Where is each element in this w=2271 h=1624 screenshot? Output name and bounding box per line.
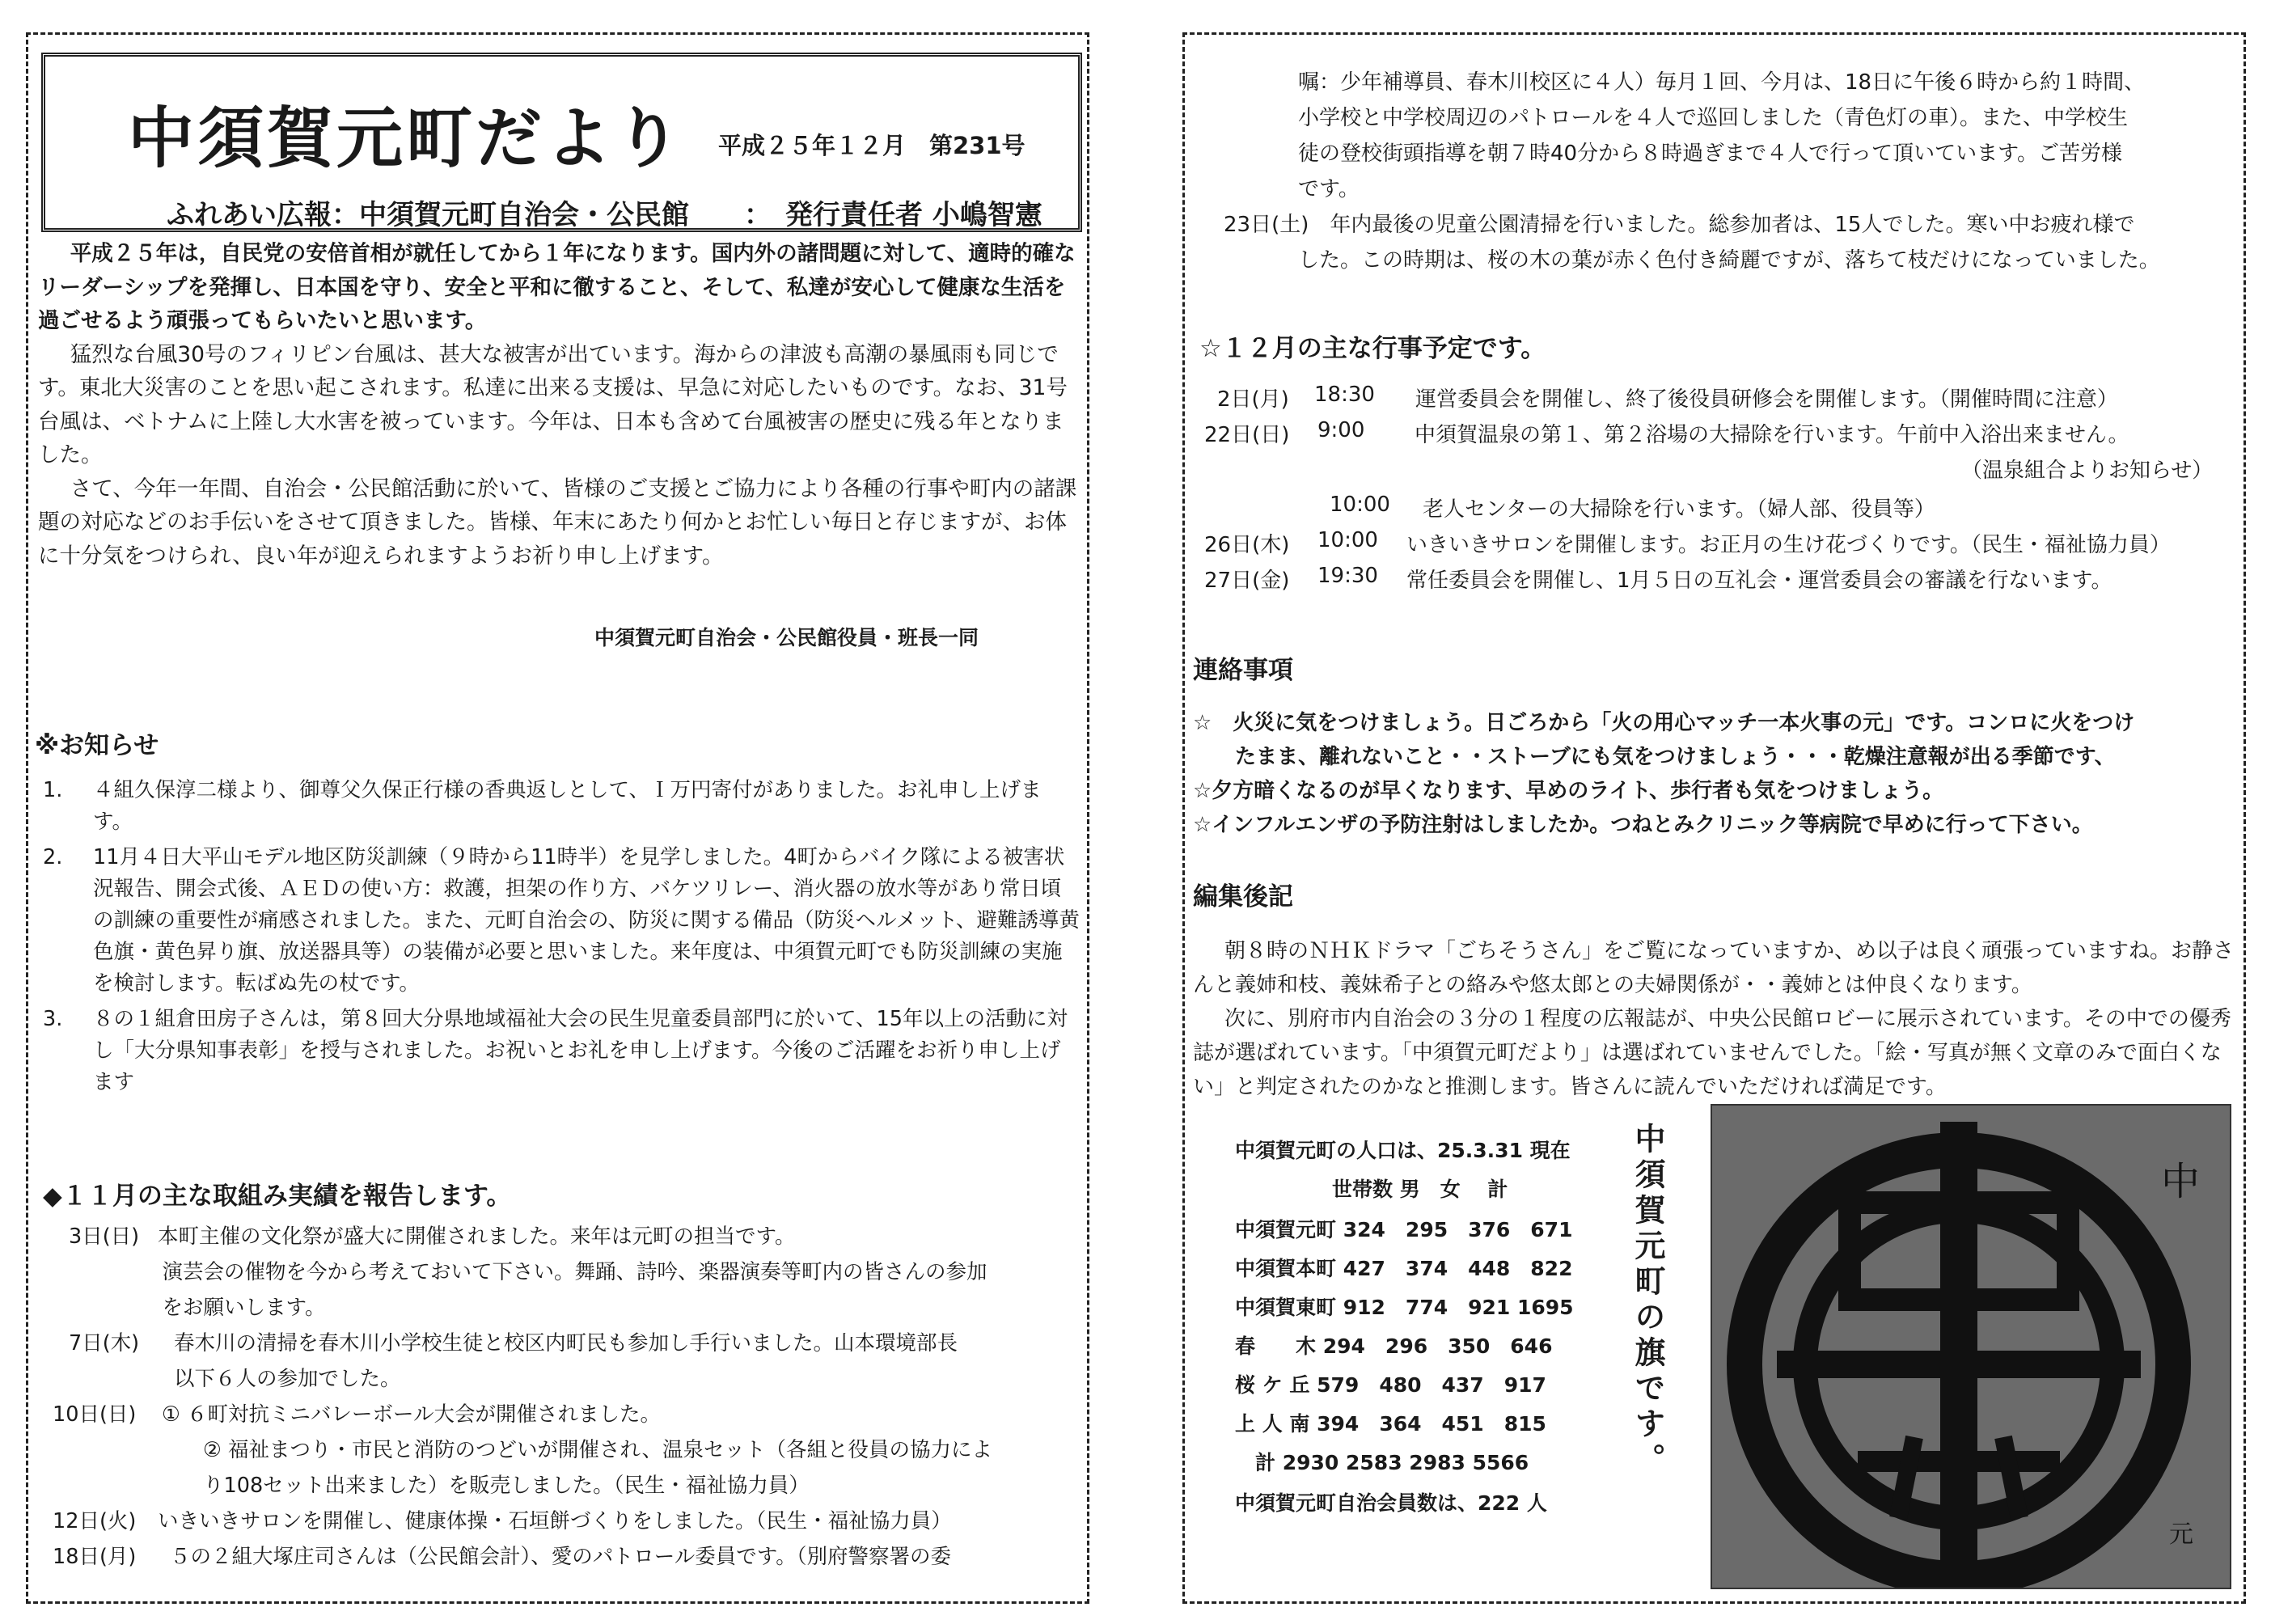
schedule-date: 22日(日) [1204, 423, 1290, 447]
schedule-time: 19:30 [1317, 564, 1378, 588]
activity-text: 以下６人の参加でした。 [174, 1367, 401, 1391]
postscript-paragraph-1: 朝８時のＮＨＫドラマ「ごちそうさん」をご覧になっていますか、め以子は良く頑張っていますね。お静さんと義姉和枝、義妹希子との絡みや悠太郎との夫婦関係が・・義姉とは仲良くなります。 [1193, 939, 2235, 997]
continued-line: です。 [1298, 177, 1360, 201]
activity-date: 10日(日) [53, 1402, 137, 1427]
activity-row [28, 1327, 1084, 1363]
town-emblem [1711, 1104, 2231, 1589]
population-values: 324 295 376 671 [1343, 1218, 1573, 1241]
population-area: 上 人 南 [1235, 1412, 1310, 1436]
emblem-icon [1712, 1106, 2230, 1588]
table-row [1235, 1330, 1552, 1360]
masthead-title: 中須賀元町だより [128, 100, 685, 177]
schedule-time: 18:30 [1314, 383, 1375, 407]
table-row [1235, 1253, 1572, 1282]
table-row [1235, 1408, 1546, 1437]
masthead-date-issue: 平成２５年１２月 第231号 [718, 132, 1026, 159]
list-item-number: 2. [43, 845, 63, 869]
population-values: 394 364 451 815 [1317, 1412, 1546, 1436]
intro-text [38, 237, 1081, 573]
left-page [26, 32, 1089, 1604]
schedule-date: 2日(月) [1217, 387, 1289, 412]
november-activities [28, 1220, 1084, 1576]
continued-line: した。この時期は、桜の木の葉が赤く色付き綺麗ですが、落ちて枝だけになっていました。 [1298, 248, 2160, 273]
population-values: 2930 2583 2983 5566 [1282, 1451, 1529, 1474]
notices-list [28, 775, 1080, 1102]
postscript-text [1193, 934, 2236, 1104]
activity-text: いきいきサロンを開催し、健康体操・石垣餅づくりをしました。（民生・福祉協力員） [158, 1509, 952, 1533]
activity-date: 3日(日) [69, 1224, 140, 1249]
masthead-box [41, 53, 1082, 232]
list-item-number: 3. [43, 1007, 63, 1031]
masthead-subtitle: ふれあい広報：中須賀元町自治会・公民館 ： 発行責任者 小嶋智憲 [167, 199, 1042, 231]
population-header: 世帯数 男 女 計 [1332, 1178, 1508, 1201]
continued-line: 嘱：少年補導員、春木川校区に４人）毎月１回、今月は、18日に午後６時から約１時間、 [1298, 70, 2146, 95]
contact-item: ☆ 火災に気をつけましょう。日ごろから「火の用心マッチ一本火事の元」です。コンロに火をつけ [1193, 711, 2135, 735]
november-heading: ◆１１月の主な取組み実績を報告します。 [43, 1182, 512, 1211]
population-values: 912 774 921 1695 [1343, 1296, 1574, 1319]
activity-text: をお願いします。 [142, 1296, 326, 1320]
list-item-number: 1. [43, 778, 63, 802]
december-heading: ☆１２月の主な行事予定です。 [1199, 334, 1546, 363]
schedule-time: 9:00 [1317, 418, 1365, 442]
activity-date: 12日(火) [53, 1509, 137, 1533]
contact-item: ☆インフルエンザの予防注射はしましたか。つねとみクリニック等病院で早めに行って下さい。 [1193, 813, 2093, 837]
activity-text: り108セット出来ました）を販売しました。（民生・福祉協力員） [162, 1474, 810, 1498]
activity-date: 18日(月) [53, 1545, 137, 1569]
activity-text: ② 福祉まつり・市民と消防のつどいが開催され、温泉セット（各組と役員の協力によ [162, 1438, 992, 1462]
activity-row [28, 1256, 1084, 1292]
activity-text: ① ６町対抗ミニバレーボール大会が開催されました。 [162, 1402, 661, 1427]
schedule-text: 運営委員会を開催し、終了後役員研修会を開催します。（開催時間に注意） [1415, 387, 2118, 412]
postscript-paragraph-2: 次に、別府市内自治会の３分の１程度の広報誌が、中央公民館ロビーに展示されています。その中での優秀誌が選ばれています。「中須賀元町だより」は選ばれていませんでした。「絵・写真が無く文章のみで面白くない」と判定されたのかなと推測します。皆さんに読んでいただければ満足です。 [1193, 1007, 2231, 1099]
intro-paragraph-1: 平成２５年は，自民党の安倍首相が就任してから１年になります。国内外の諸問題に対して、適時的確なリーダーシップを発揮し、日本国を守り、安全と平和に徹すること、そして、私達が安心して健康な生活を過ごせるよう頑張ってもらいたいと思います。 [38, 241, 1076, 333]
table-row [1235, 1369, 1546, 1398]
emblem-mark-bottom: 元 [2169, 1520, 2193, 1549]
activity-row [28, 1434, 1084, 1470]
notices-heading: ※お知らせ [35, 731, 159, 760]
activity-row [28, 1363, 1084, 1398]
continued-line: 徒の登校街頭指導を朝７時40分から８時過ぎまで４人で行って頂いています。ご苦労様 [1298, 142, 2123, 166]
table-row [1235, 1292, 1574, 1321]
schedule-text: 中須賀温泉の第１、第２浴場の大掃除を行います。午前中入浴出来ません。 [1415, 423, 2129, 447]
activity-row [28, 1398, 1084, 1434]
schedule-time: 10:00 [1317, 528, 1378, 552]
right-page [1182, 32, 2246, 1604]
schedule-date: 27日(金) [1204, 569, 1290, 593]
list-item-text: ４組久保淳二様より、御尊父久保正行様の香典返しとして、Ｉ万円寄付がありました。お礼申し上げます。 [93, 778, 1042, 834]
list-item [28, 1004, 1080, 1098]
list-item [28, 775, 1080, 838]
schedule-text: （温泉組合よりお知らせ） [1961, 459, 2214, 483]
population-area: 中須賀元町 [1235, 1218, 1337, 1241]
list-item-text: 11月４日大平山モデル地区防災訓練（９時から11時半）を見学しました。4町からバイク隊による被害状況報告、開会式後、ＡＥＤの使い方：救護，担架の作り方、バケツリレー、消火器の放水等があり常日頃の訓練の重要性が痛感されました。また、元町自治会の、防災に関する備品（防災ヘルメット、避難誘導黄色旗・黄色昇り旗、放送器具等）の装備が必要と思いました。来年度は、中須賀元町でも防災訓練の実施を検討します。転ばぬ先の杖です。 [93, 845, 1080, 996]
intro-paragraph-2: 猛烈な台風30号のフィリピン台風は、甚大な被害が出ています。海からの津波も高潮の暴風雨も同じです。東北大災害のことを思い起こされます。私達に出来る支援は、早急に対応したいものです。なお、31号台風は、ベトナムに上陸し大水害を被っています。今年は、日本も含めて台風被害の歴史に残る年となりました。 [38, 341, 1068, 467]
continued-line: 23日(土) 年内最後の児童公園清掃を行いました。総参加者は、15人でした。寒い中お疲れ様で [1224, 213, 2135, 237]
population-values: 427 374 448 822 [1343, 1257, 1573, 1280]
schedule-text: 老人センターの大掃除を行います。（婦人部、役員等） [1423, 497, 1935, 522]
contact-item: たまま、離れないこと・・ストーブにも気をつけましょう・・・乾燥注意報が出る季節です、 [1193, 745, 2116, 769]
schedule-text: 常任委員会を開催し、1月５日の互礼会・運営委員会の審議を行ないます。 [1406, 569, 2112, 593]
activity-row [28, 1541, 1084, 1576]
population-title: 中須賀元町の人口は、25.3.31 現在 [1235, 1139, 1571, 1162]
emblem-caption: 中須賀元町の旗です。 [1630, 1123, 1666, 1478]
population-values: 294 296 350 646 [1322, 1334, 1553, 1358]
activity-text: ５の２組大塚庄司さんは（公民館会計）、愛のパトロール委員です。（別府警察署の委 [170, 1545, 951, 1569]
population-values: 579 480 437 917 [1317, 1373, 1546, 1397]
intro-signature: 中須賀元町自治会・公民館役員・班長一同 [594, 626, 979, 649]
contact-item: ☆夕方暗くなるのが早くなります、早めのライト、歩行者も気をつけましょう。 [1193, 779, 1944, 803]
activity-text: 本町主催の文化祭が盛大に開催されました。来年は元町の担当です。 [158, 1224, 796, 1249]
schedule-time: 10:00 [1330, 493, 1390, 517]
continued-line: 小学校と中学校周辺のパトロールを４人で巡回しました（青色灯の車）。また、中学校生 [1298, 106, 2128, 130]
population-area: 中須賀東町 [1235, 1296, 1337, 1319]
table-row [1235, 1214, 1572, 1243]
activity-text: 春木川の清掃を春木川小学校生徒と校区内町民も参加し手行いました。山本環境部長 [174, 1331, 958, 1355]
list-item [28, 842, 1080, 1000]
population-area: 春 木 [1235, 1334, 1317, 1358]
emblem-mark-top: 中 [2161, 1159, 2201, 1204]
intro-paragraph-3: さて、今年一年間、自治会・公民館活動に於いて、皆様のご支援とご協力により各種の行事や町内の諸課題の対応などのお手伝いをさせて頂きました。皆様、年末にあたり何かとお忙しい毎日と存じますが、お体に十分気をつけられ、良い年が迎えられますようお祈り申し上げます。 [38, 476, 1077, 569]
population-area: 計 [1235, 1451, 1276, 1474]
activity-row [28, 1220, 1084, 1256]
activity-text: 演芸会の催物を今から考えておいて下さい。舞踊、詩吟、楽器演奏等町内の皆さんの参加 [142, 1260, 987, 1284]
population-area: 桜 ケ 丘 [1235, 1373, 1310, 1397]
activity-row [28, 1505, 1084, 1541]
table-row [1235, 1447, 1529, 1476]
schedule-date: 26日(木) [1204, 533, 1290, 557]
activity-row [28, 1292, 1084, 1327]
contact-heading: 連絡事項 [1193, 656, 1293, 685]
right-content [1185, 35, 2244, 1601]
activity-date: 7日(木) [69, 1331, 140, 1355]
activity-row [28, 1470, 1084, 1505]
schedule-text: いきいきサロンを開催します。お正月の生け花づくりです。（民生・福祉協力員） [1406, 533, 2171, 557]
list-item-text: ８の１組倉田房子さんは，第８回大分県地域福祉大会の民生児童委員部門に於いて、15年以上の活動に対し「大分県知事表彰」を授与されました。お祝いとお礼を申し上げます。今後のご活躍をお祈り申し上げます [93, 1007, 1068, 1094]
population-area: 中須賀本町 [1235, 1257, 1337, 1280]
population-footer: 中須賀元町自治会員数は、222 人 [1235, 1491, 1547, 1515]
postscript-heading: 編集後記 [1193, 882, 1293, 911]
